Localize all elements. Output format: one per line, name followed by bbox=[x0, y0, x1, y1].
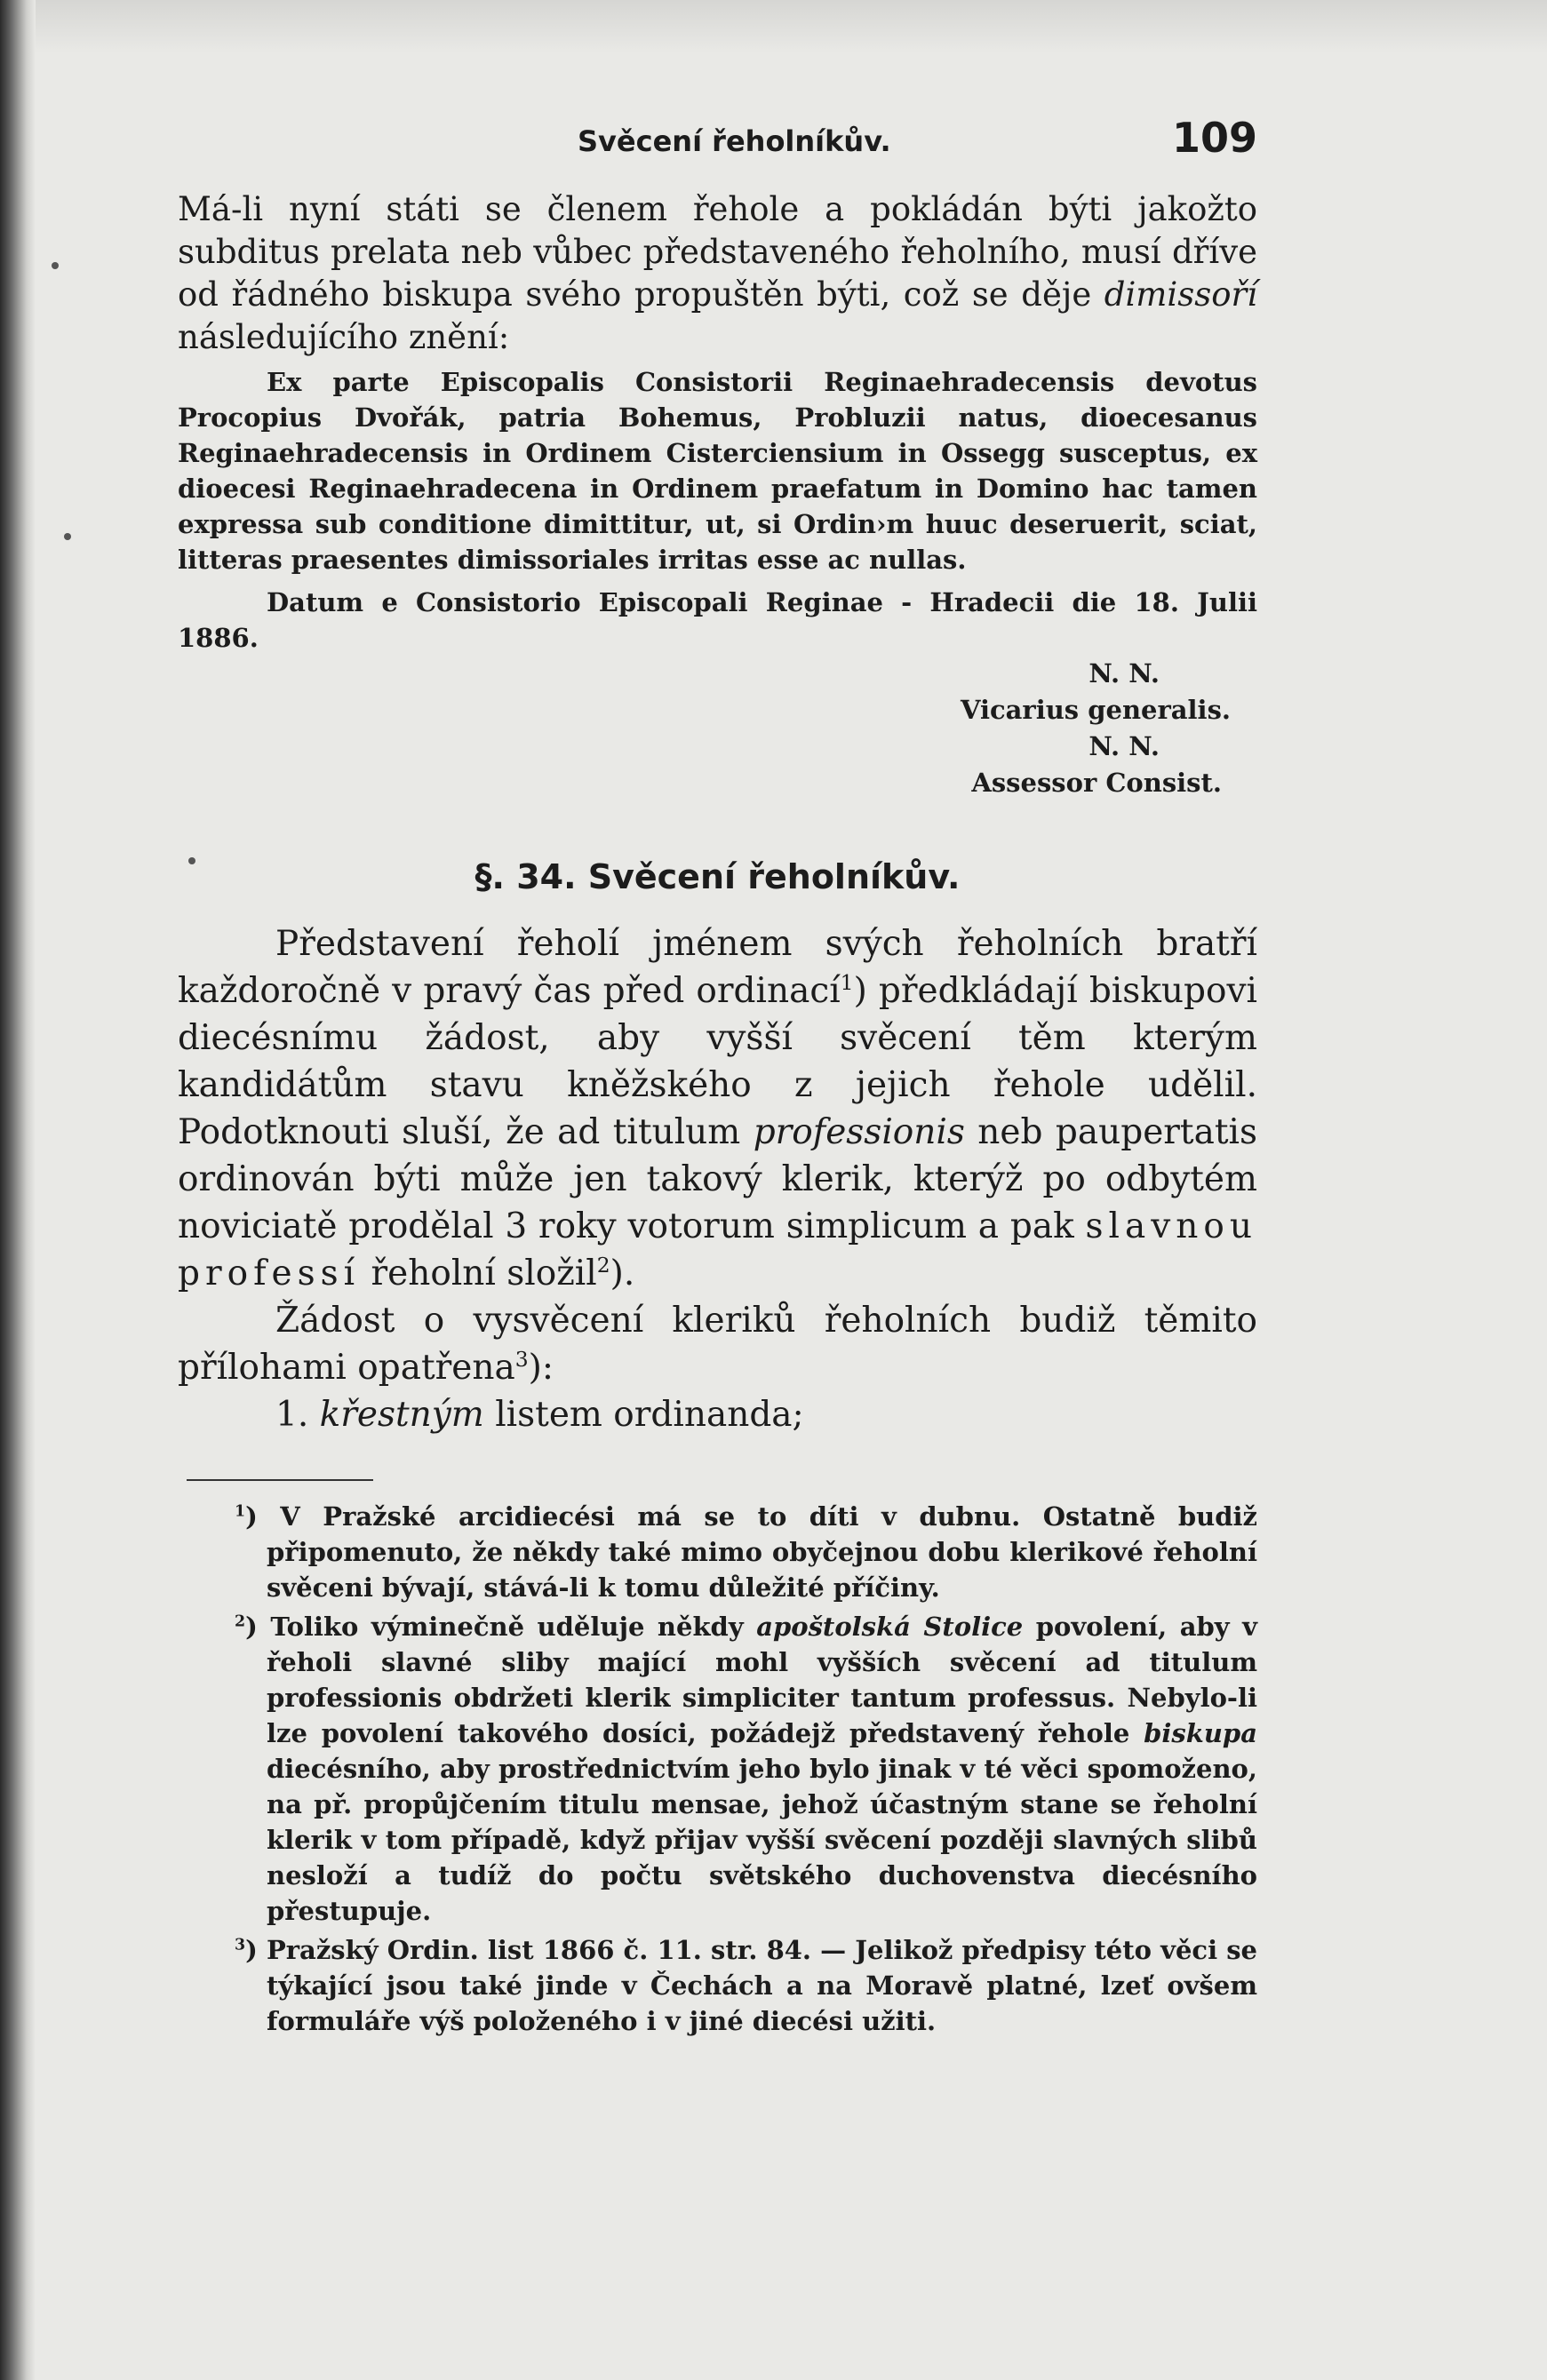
footnote-text: diecésního, aby prostřednictvím jeho bylo jinak v té věci spomoženo, na př. propůjčením titulu mensae, jehož účastným stane se řeholní klerik v tom případě, když přijav vyšší svěcení později slavných slibů nesloží a tudíž do počtu světského duchovenstva diecésního přestupuje. bbox=[267, 1754, 1257, 1926]
latin-paragraph: Ex parte Episcopalis Consistorii Reginaehradecensis devotus Procopius Dvořák, patria Bohemus, Probluzii natus, dioecesanus Reginaehradecensis in Ordinem Cisterciensium in Ossegg susceptus, ex dioecesi Reginaehradecena in Ordinem praefatum in Domino hac tamen expressa sub conditione dimittitur, ut, si Ordin›m huuc deseruerit, sciat, litteras praesentes dimissoriales irritas esse ac nullas. bbox=[178, 367, 1257, 575]
signature-vicarius: Vicarius generalis. bbox=[960, 695, 1231, 725]
footnote-text: ) Pražský Ordin. list 1866 č. 11. str. 84. — Jelikož předpisy této věci se týkající jsou také jinde v Čechách a na Moravě platné, lzeť ovšem formuláře výš položeného i v jiné diecési užiti. bbox=[245, 1935, 1257, 2036]
section-title: §. 34. Svěcení řeholníkův. bbox=[474, 857, 961, 896]
body-text: ): bbox=[528, 1348, 554, 1388]
body-paragraph-2 bbox=[178, 1297, 1257, 1391]
footnote-mark-3: 3 bbox=[235, 1936, 246, 1954]
footnote-text: povolení, aby v řeholi slavné sliby mající mohl vyšších svěcení ad titulum professionis obdržeti klerik simpliciter tantum professus. Nebylo-li lze povolení takového dosíci, požádejž představený řehole bbox=[267, 1612, 1258, 1748]
body-emphasis: křestným bbox=[319, 1395, 484, 1435]
body-text: Představení řeholí jménem svých řeholních bratří každoročně v pravý čas před ordinací bbox=[178, 924, 1257, 1011]
signature-assessor: Assessor Consist. bbox=[971, 768, 1222, 798]
body-text: řeholní složil bbox=[360, 1254, 597, 1293]
footnote-ref-3: 3 bbox=[514, 1347, 529, 1372]
body-text: ). bbox=[610, 1254, 635, 1293]
footnote-emphasis: biskupa bbox=[1144, 1718, 1257, 1748]
body-spaced-text: slavnou professí bbox=[178, 1206, 1257, 1293]
footnotes bbox=[178, 1499, 1257, 2039]
list-number: 1. bbox=[275, 1395, 320, 1435]
page-header bbox=[178, 0, 1257, 169]
signature-nn-2: N. N. bbox=[1088, 731, 1160, 761]
intro-text: Má-li nyní státi se členem řehole a pokládán býti jakožto subditus prelata neb vůbec představeného řeholního, musí dříve od řádného biskupa svého propuštěn býti, což se děje bbox=[178, 190, 1257, 314]
margin-speck bbox=[64, 533, 71, 540]
body-text: neb paupertatis ordinován býti může jen takový klerik, kterýž po odbytém noviciatě prodělal 3 roky votorum simplicum a pak bbox=[178, 1112, 1257, 1246]
footnote-text: ) V Pražské arcidiecési má se to díti v dubnu. Ostatně budiž připomenuto, že někdy také mimo obyčejnou dobu klerikové řeholní svěceni bývají, stává-li k tomu důležité příčiny. bbox=[245, 1501, 1257, 1603]
latin-dimissorial-block bbox=[178, 364, 1257, 801]
footnote-text: ) Toliko výminečně uděluje někdy bbox=[245, 1612, 757, 1642]
footnote-mark-2: 2 bbox=[235, 1612, 246, 1631]
body-text: listem ordinanda; bbox=[483, 1395, 804, 1435]
footnote-ref-1: 1 bbox=[840, 970, 854, 995]
book-page bbox=[178, 0, 1257, 2042]
footnote-ref-2: 2 bbox=[596, 1253, 610, 1278]
footnote-divider bbox=[187, 1479, 373, 1481]
footnote-3 bbox=[178, 1932, 1257, 2039]
body-paragraph-1 bbox=[178, 920, 1257, 1297]
footnote-mark-1: 1 bbox=[235, 1502, 246, 1521]
intro-text-end: následujícího znění: bbox=[178, 318, 510, 356]
signature-nn-1: N. N. bbox=[1088, 658, 1160, 689]
section-body bbox=[178, 920, 1257, 1438]
scan-binding-edge bbox=[0, 0, 36, 2380]
intro-paragraph bbox=[178, 188, 1257, 359]
margin-speck bbox=[52, 262, 59, 269]
page-number: 109 bbox=[1171, 114, 1257, 162]
latin-datum: Datum e Consistorio Episcopali Reginae - Hradecii die 18. Julii 1886. bbox=[178, 587, 1257, 653]
signatures bbox=[178, 656, 1257, 801]
body-paragraph-3 bbox=[178, 1391, 1257, 1438]
footnote-1 bbox=[178, 1499, 1257, 1605]
footnote-2 bbox=[178, 1609, 1257, 1929]
body-text: ) předkládají biskupovi diecésnímu žádost, aby vyšší svěcení těm kterým kandidátům stavu kněžského z jejich řehole udělil. Podotknouti sluší, že ad titulum bbox=[178, 971, 1257, 1152]
running-title: Svěcení řeholníkův. bbox=[578, 124, 891, 158]
footnote-emphasis: apoštolská Stolice bbox=[756, 1612, 1024, 1642]
body-text: Žádost o vysvěcení kleriků řeholních budiž těmito přílohami opatřena bbox=[178, 1301, 1257, 1388]
intro-emphasis: dimissoří bbox=[1104, 275, 1257, 314]
body-emphasis: professionis bbox=[753, 1112, 965, 1152]
